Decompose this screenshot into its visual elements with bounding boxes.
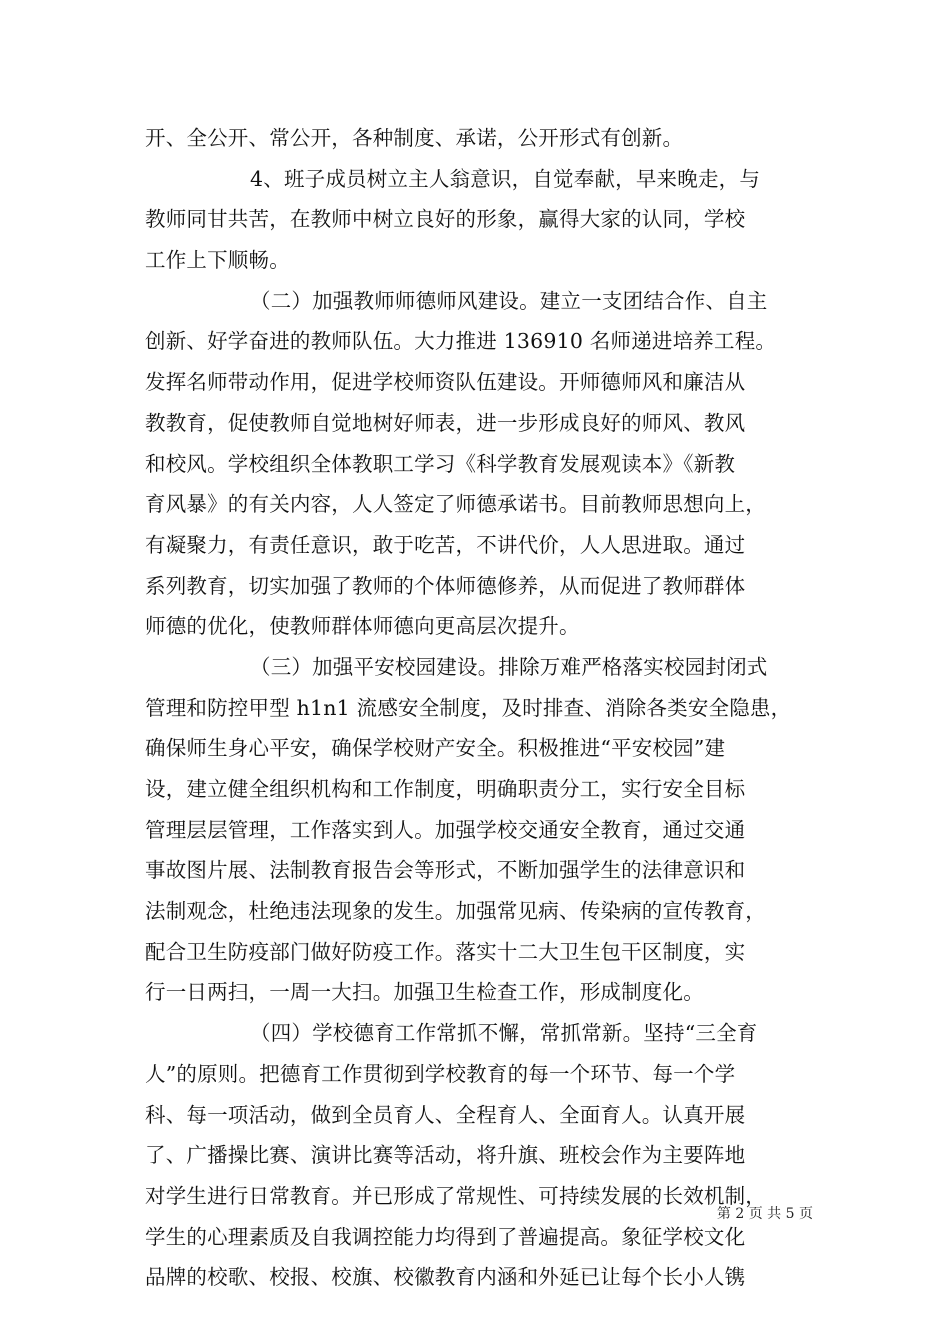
text-line: 学生的心理素质及自我调控能力均得到了普遍提高。象征学校文化 bbox=[145, 1224, 746, 1249]
text-line: 管理层层管理，工作落实到人。加强学校交通安全教育，通过交通 bbox=[145, 817, 746, 842]
text-line: 开、全公开、常公开，各种制度、承诺，公开形式有创新。 bbox=[145, 126, 684, 150]
text-line: 和校风。学校组织全体教职工学习《科学教育发展观读本》《新教 bbox=[145, 451, 736, 476]
text-line: 有凝聚力，有责任意识，敢于吃苦，不讲代价，人人思进取。通过 bbox=[145, 532, 746, 557]
text-line: 系列教育，切实加强了教师的个体师德修养，从而促进了教师群体 bbox=[145, 573, 746, 598]
text-line: 发挥名师带动作用，促进学校师资队伍建设。开师德师风和廉洁从 bbox=[145, 370, 746, 395]
text-line: 确保师生身心平安，确保学校财产安全。积极推进“平安校园”建 bbox=[145, 736, 726, 761]
text-line: 管理和防控甲型 h1n1 流感安全制度，及时排查、消除各类安全隐患， bbox=[145, 695, 792, 720]
text-line: 法制观念，杜绝违法现象的发生。加强常见病、传染病的宣传教育， bbox=[145, 899, 766, 924]
text-line: 育风暴》的有关内容，人人签定了师德承诺书。目前教师思想向上， bbox=[145, 492, 766, 517]
text-line: 配合卫生防疫部门做好防疫工作。落实十二大卫生包干区制度，实 bbox=[145, 939, 746, 964]
text-line: （三）加强平安校园建设。排除万难严格落实校园封闭式 bbox=[250, 654, 768, 679]
text-line: 事故图片展、法制教育报告会等形式，不断加强学生的法律意识和 bbox=[145, 858, 746, 883]
text-line: 了、广播操比赛、演讲比赛等活动，将升旗、班校会作为主要阵地 bbox=[145, 1143, 746, 1168]
text-line: （二）加强教师师德师风建设。建立一支团结合作、自主 bbox=[250, 288, 768, 313]
text-line: 教教育，促使教师自觉地树好师表，进一步形成良好的师风、教风 bbox=[145, 410, 746, 435]
text-line: 科、每一项活动，做到全员育人、全程育人、全面育人。认真开展 bbox=[145, 1102, 746, 1127]
text-line: 行一日两扫，一周一大扫。加强卫生检查工作，形成制度化。 bbox=[145, 980, 704, 1005]
text-line: 工作上下顺畅。 bbox=[145, 248, 290, 273]
text-line: 设，建立健全组织机构和工作制度，明确职责分工，实行安全目标 bbox=[145, 777, 746, 801]
text-line: 人”的原则。把德育工作贯彻到学校教育的每一个环节、每一个学 bbox=[145, 1061, 736, 1086]
text-line: 品牌的校歌、校报、校旗、校徽教育内涵和外延已让每个长小人镌 bbox=[145, 1265, 746, 1290]
text-line: 教师同甘共苦，在教师中树立良好的形象，赢得大家的认同，学校 bbox=[145, 207, 746, 232]
text-line: 师德的优化，使教师群体师德向更高层次提升。 bbox=[145, 614, 580, 639]
text-line: 4、班子成员树立主人翁意识，自觉奉献，早来晚走，与 bbox=[250, 166, 761, 191]
text-line: （四）学校德育工作常抓不懈，常抓常新。坚持“三全育 bbox=[250, 1021, 758, 1046]
text-line: 对学生进行日常教育。并已形成了常规性、可持续发展的长效机制， bbox=[145, 1183, 766, 1208]
text-line: 创新、好学奋进的教师队伍。大力推进 136910 名师递进培养工程。 bbox=[145, 329, 777, 354]
page-number-footer: 第 2 页 共 5 页 bbox=[716, 1206, 813, 1222]
document-body bbox=[145, 118, 813, 1298]
